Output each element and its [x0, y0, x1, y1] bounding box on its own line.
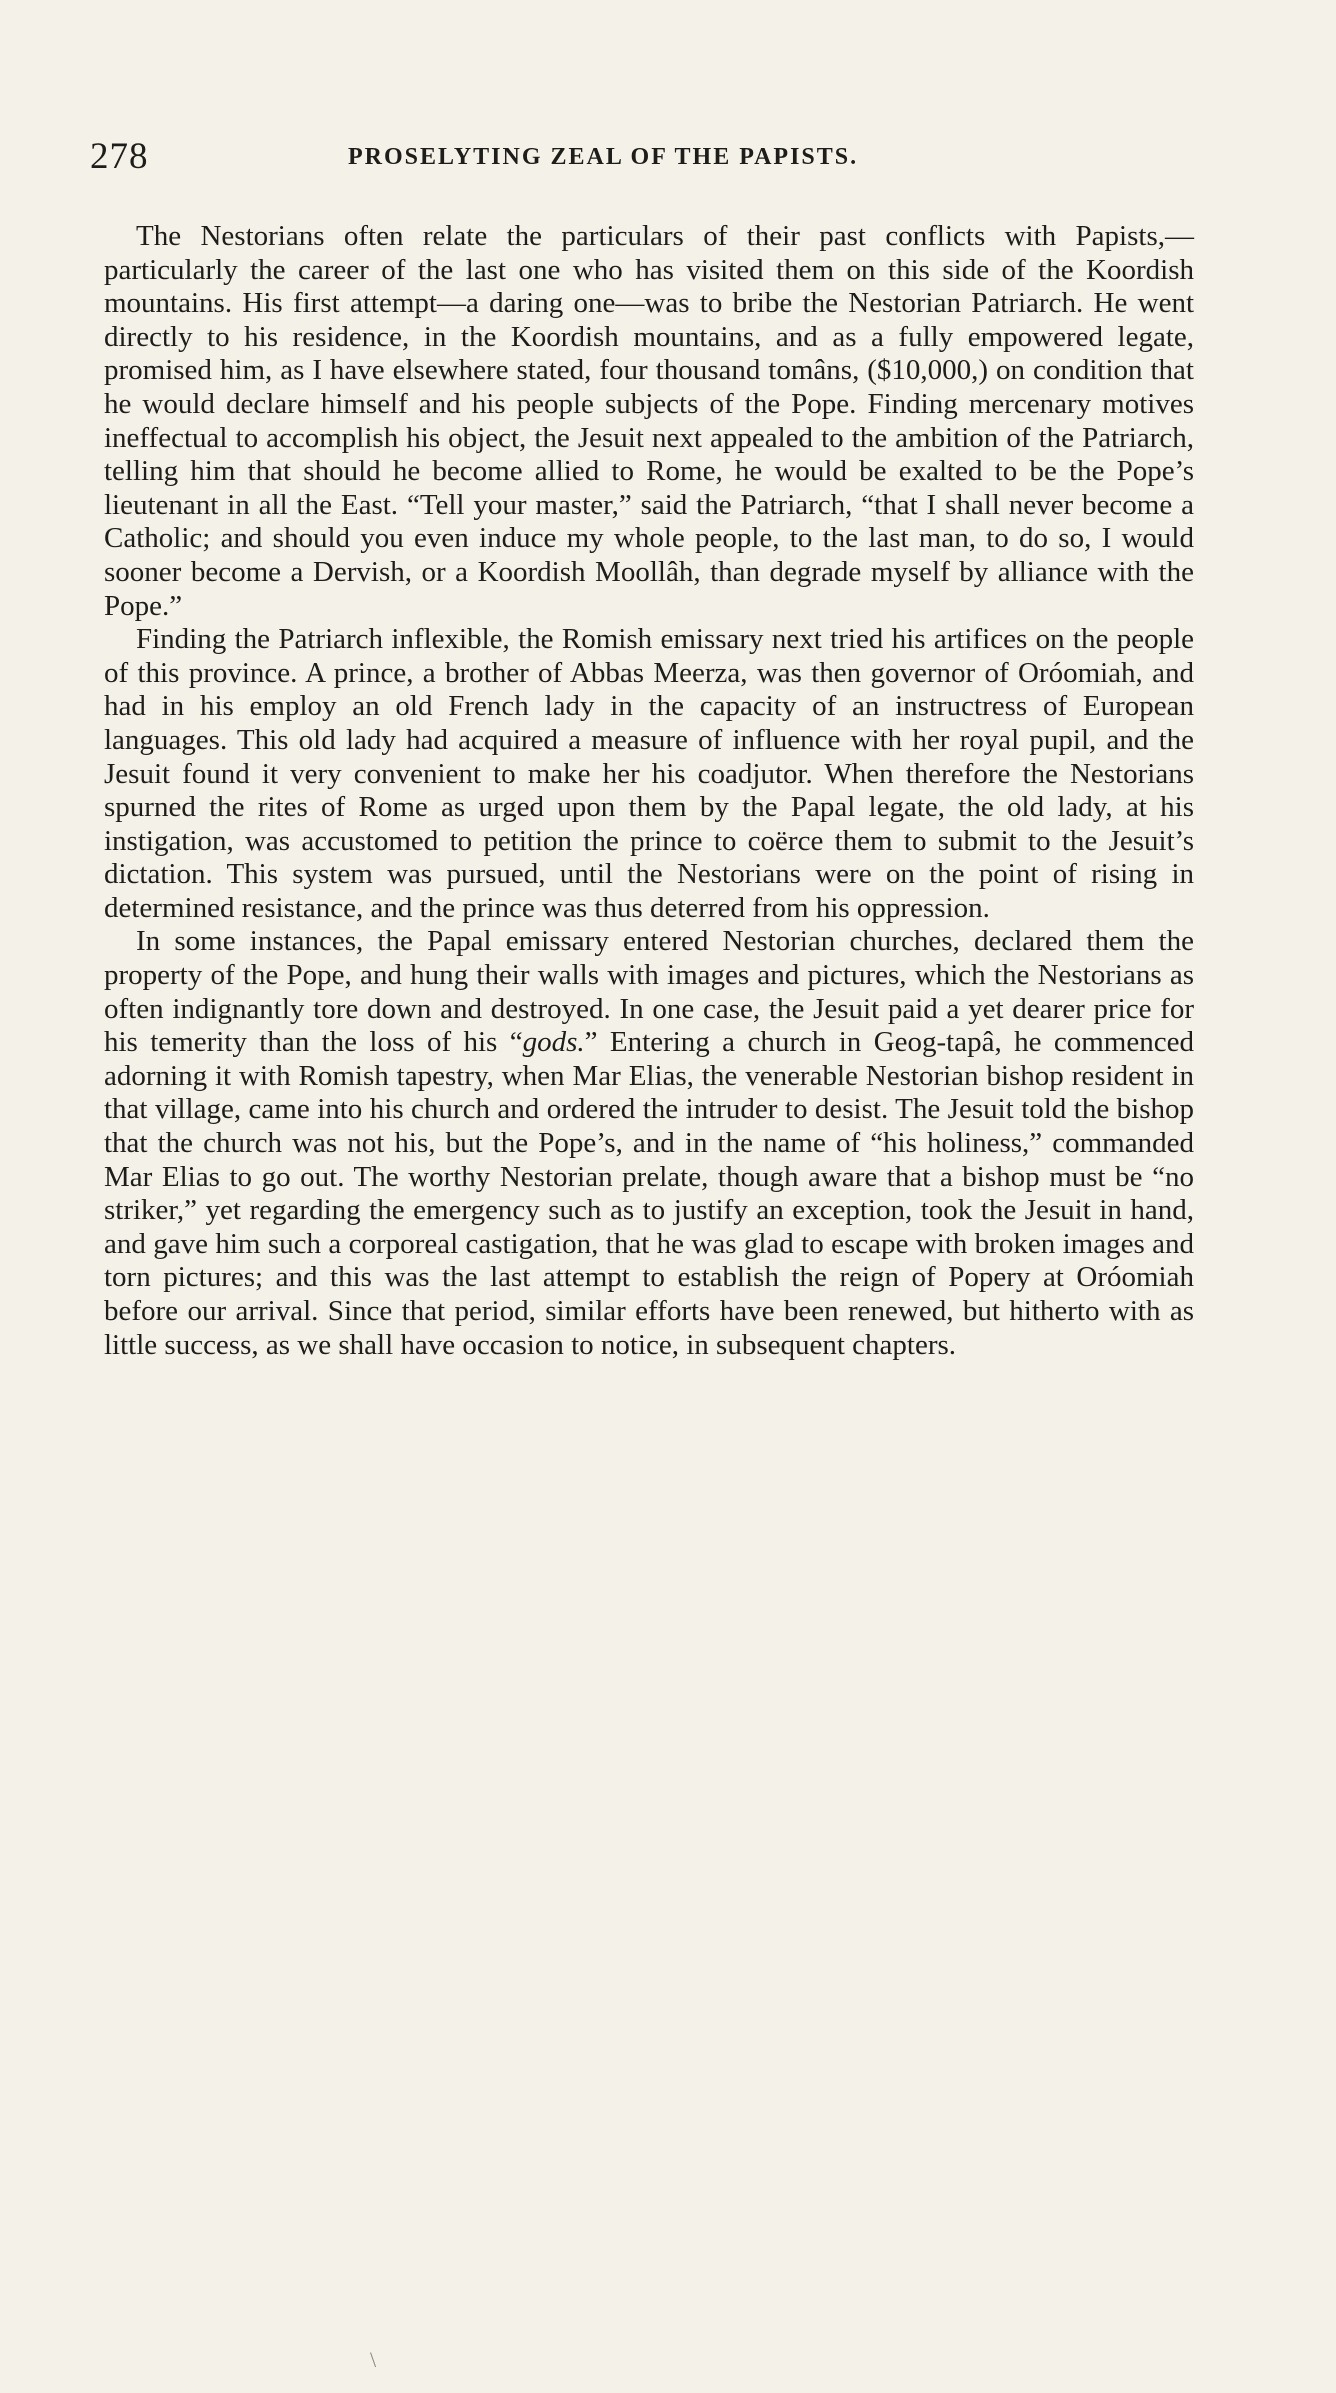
paragraph-3 — [104, 925, 1194, 1362]
paragraph-2 — [104, 623, 1194, 925]
paragraph-1-text: The Nestorians often relate the particulars of their past conflicts with Papists,—particularly the career of the last one who has visited them on this side of the Koordish mountains. His first attempt—a daring one—was to bribe the Nestorian Patriarch. He went directly to his residence, in the Koordish mountains, and as a fully empowered legate, promised him, as I have elsewhere stated, four thousand tomâns, ($10,000,) on condition that he would declare himself and his people subjects of the Pope. Finding mercenary motives ineffectual to accomplish his object, the Jesuit next appealed to the ambition of the Patriarch, telling him that should he become allied to Rome, he would be exalted to be the Pope’s lieutenant in all the East. “Tell your master,” said the Patriarch, “that I shall never become a Catholic; and should you even induce my whole people, to the last man, to do so, I would sooner become a Dervish, or a Koordish Moollâh, than degrade myself by alliance with the Pope.” — [104, 220, 1194, 622]
body-text — [104, 220, 1194, 1362]
page-number: 278 — [90, 136, 149, 177]
paragraph-3-text-after: ” Entering a church in Geog-tapâ, he commenced adorning it with Romish tapestry, when Mar Elias, the venerable Nestorian bishop resident in that village, came into his church and ordered the intruder to desist. The Jesuit told the bishop that the church was not his, but the Pope’s, and in the name of “his holiness,” commanded Mar Elias to go out. The worthy Nestorian prelate, though aware that a bishop must be “no striker,” yet regarding the emergency such as to justify an exception, took the Jesuit in hand, and gave him such a corporeal castigation, that he was glad to escape with broken images and torn pictures; and this was the last attempt to establish the reign of Popery at Oróomiah before our arrival. Since that period, similar efforts have been renewed, but hitherto with as little success, as we shall have occasion to notice, in subsequent chapters. — [104, 1026, 1194, 1361]
paragraph-2-text: Finding the Patriarch inflexible, the Romish emissary next tried his artifices on the people of this province. A prince, a brother of Abbas Meerza, was then governor of Oróomiah, and had in his employ an old French lady in the capacity of an instructress of European languages. This old lady had acquired a measure of influence with her royal pupil, and the Jesuit found it very convenient to make her his coadjutor. When therefore the Nestorians spurned the rites of Rome as urged upon them by the Papal legate, the old lady, at his instigation, was accustomed to petition the prince to coërce them to submit to the Jesuit’s dictation. This system was pursued, until the Nestorians were on the point of rising in determined resistance, and the prince was thus deterred from his oppression. — [104, 623, 1194, 924]
paragraph-3-text-before: In some instances, the Papal emissary entered Nestorian churches, declared them the property of the Pope, and hung their walls with images and pictures, which the Nestorians as often indignantly tore down and destroyed. In one case, the Jesuit paid a yet dearer price for his temerity than the loss of his “ — [104, 925, 1194, 1059]
page-header — [90, 137, 1240, 187]
running-title: PROSELYTING ZEAL OF THE PAPISTS. — [348, 144, 859, 170]
footer-mark: \ — [370, 2347, 377, 2372]
paragraph-1 — [104, 220, 1194, 623]
emphasis-gods: gods. — [522, 1026, 585, 1059]
